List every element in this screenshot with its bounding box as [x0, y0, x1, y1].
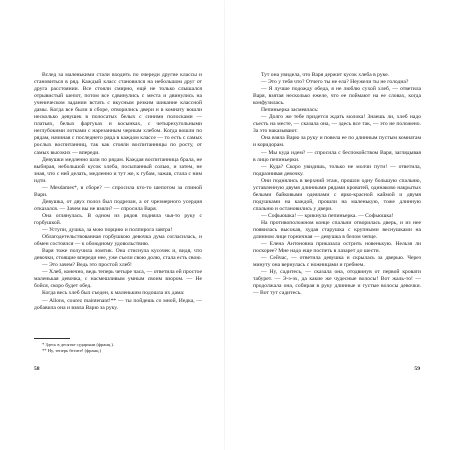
paragraph: — Mesdames*, в сборе? — спросила кто-то шепотом за спиной Вари. [34, 184, 202, 198]
paragraph: — Хлеб, конечно, ведь теперь четыре часа, — ответила ей простое маленькая девочка, с насмешливым умным своим взором. — Не бойся, скоро будет обед. [34, 269, 202, 290]
paragraph: Тут она увидела, что Варя держит кусок хлеба в руке. [261, 72, 390, 78]
paragraph: — Это зачем? Ведь это простой хлеб! [42, 262, 132, 269]
right-page [225, 0, 450, 450]
footnotes [34, 342, 202, 354]
paragraph: Пепиньерка засмеялась: [261, 107, 319, 114]
paragraph: — Это у тебя что? Отчего ты не ела? Неужели ты не голодна? [261, 79, 409, 86]
footnote-rule [34, 338, 70, 339]
paragraph: Девушка, от двух полоз был подрезан, а от чрезмерного усердия отказался. — Зачем вы не взяли? — спросила Варя. [34, 198, 202, 212]
paragraph: Они поднялись в верхний этаж, прошли одну большую спальню, уставленную двумя длинными рядами кроватей, одинаково накрытых белыми байковыми одеялами с ярко-красной каймой и двумя подушками на каждой, прошли на маленькую, тоже длинную спальню и остановились у двери. [253, 177, 421, 212]
paragraph: Облагодетельствованная горбушкою девочка дума согласилась, и обмен состоялся — к обоюдному удовольствию. [34, 234, 202, 248]
paragraph: Девушки медленно шли по рядам. Каждая воспитанница брала, не выбирая, небольшой кусок хлеба, посыпанный солью, и затем, не зная, что с ней делать, медленно и тут же, к губам, зажав, стала с ним идти. [34, 156, 202, 184]
paragraph: — Елена Антоновна приказала острить новенькую. Нельзя ли поскорее? Мне надо еще поспеть в лазарет до шести. [253, 241, 421, 255]
page-number-left: 58 [34, 366, 40, 372]
paragraph: — Уступи, душка, за мою порцию и полпирога завтра! [42, 227, 173, 234]
paragraph: — Долго же тебе придется ждать молока! Знаешь ли, хлеб надо съесть на месте, — сказала она, — здесь все так, — это не положено. За это наказывают. [253, 114, 421, 135]
page-number-right: 59 [414, 366, 420, 372]
paragraph: — Allons, courez maintenant!** — ты пойдешь со мной, Иедка, — добавила она и взяла Варю за руку. [34, 297, 202, 311]
paragraph: Варя тоже получила ломтик. Она стиснула кусочек и, видя, что девочки, стоящие впереди нее, уже съели свою долю, стала есть свою. [34, 248, 202, 262]
paragraph: На противоположном конце спальни отворилась дверь, и из нее появилась высокая, худая старушка с крупными веснушками на длинном лице горничная — девушка в белом чепце. [253, 219, 421, 241]
footnote: * Здесь в десятке сударыни (франц.). [42, 342, 115, 347]
paragraph: — Куда? Скоро увидишь, только не молчи пути! — ответила, подразнивая девочку. [253, 163, 421, 177]
footnote: ** Ну, теперь бегите! (франц.) [42, 348, 102, 353]
paragraph: — Мы куда идем? — спросила с беспокойством Варя, заглядывая в лицо пепиньерки. [253, 149, 421, 163]
paragraph: — Софьюшка! — крикнула пепиньерка. — Софьюшка! [261, 212, 394, 219]
paragraph: — Ну, садитесь, — сказала она, отодвинув от первой кровати табурет. — Э-э-эх, да какие же чудесные волосы! Вот жаль-то! — продолжала она, собирая в руку длинные и густые волосы девочки. — Вот тут садитесь. [253, 269, 421, 297]
left-page-text [34, 72, 202, 312]
right-page-text [253, 72, 421, 298]
paragraph: Вслед за маленькими стали входить по очереди другие классы и становиться в ряд. Каждый класс становился на небольшом друг от друга расстоянии. Все стояли смирно, ещё не только слышался отрывистый шепот, потом все сдвинулись с места и двинулись на ученическом задании встать с вкусным резким шикание классной дамы. Когда все были в сборе, отворились двери и в комнату вошли несколько девушек в полосатых белых с синими полосками — платьях, белых фартуках и косынках, с четырехугольными неглубокими лотками с нарезанным черным хлебом. Когда вошли по рядам, начиная с последнего ряда в каждом классе — то есть с самых рослых воспитанниц, так как стояли воспитанницы по росту, от самых высоких — впереди. [34, 72, 202, 156]
paragraph: — Сейчас, — ответила девушка и скрылась за дверью. Через минуту она вернулась с ножницами и гребнем. [253, 255, 421, 269]
paragraph: — Я лучше подожду обеда, я не люблю сухой хлеб, — ответила Варя, взятая несколько ежеле, что ее поймают на ее словах, когда конфузилась. [253, 86, 421, 107]
paragraph: Когда весь хлеб был съеден, к маленьким подошла их дама: [42, 290, 185, 297]
paragraph: Она оглянулась. В одном из рядов подняла чья-то руку с горбушкой. [34, 212, 202, 226]
paragraph: Она взяла Варю за руку и повела ее по длинным пустым комнатам и коридорам. [253, 135, 421, 149]
